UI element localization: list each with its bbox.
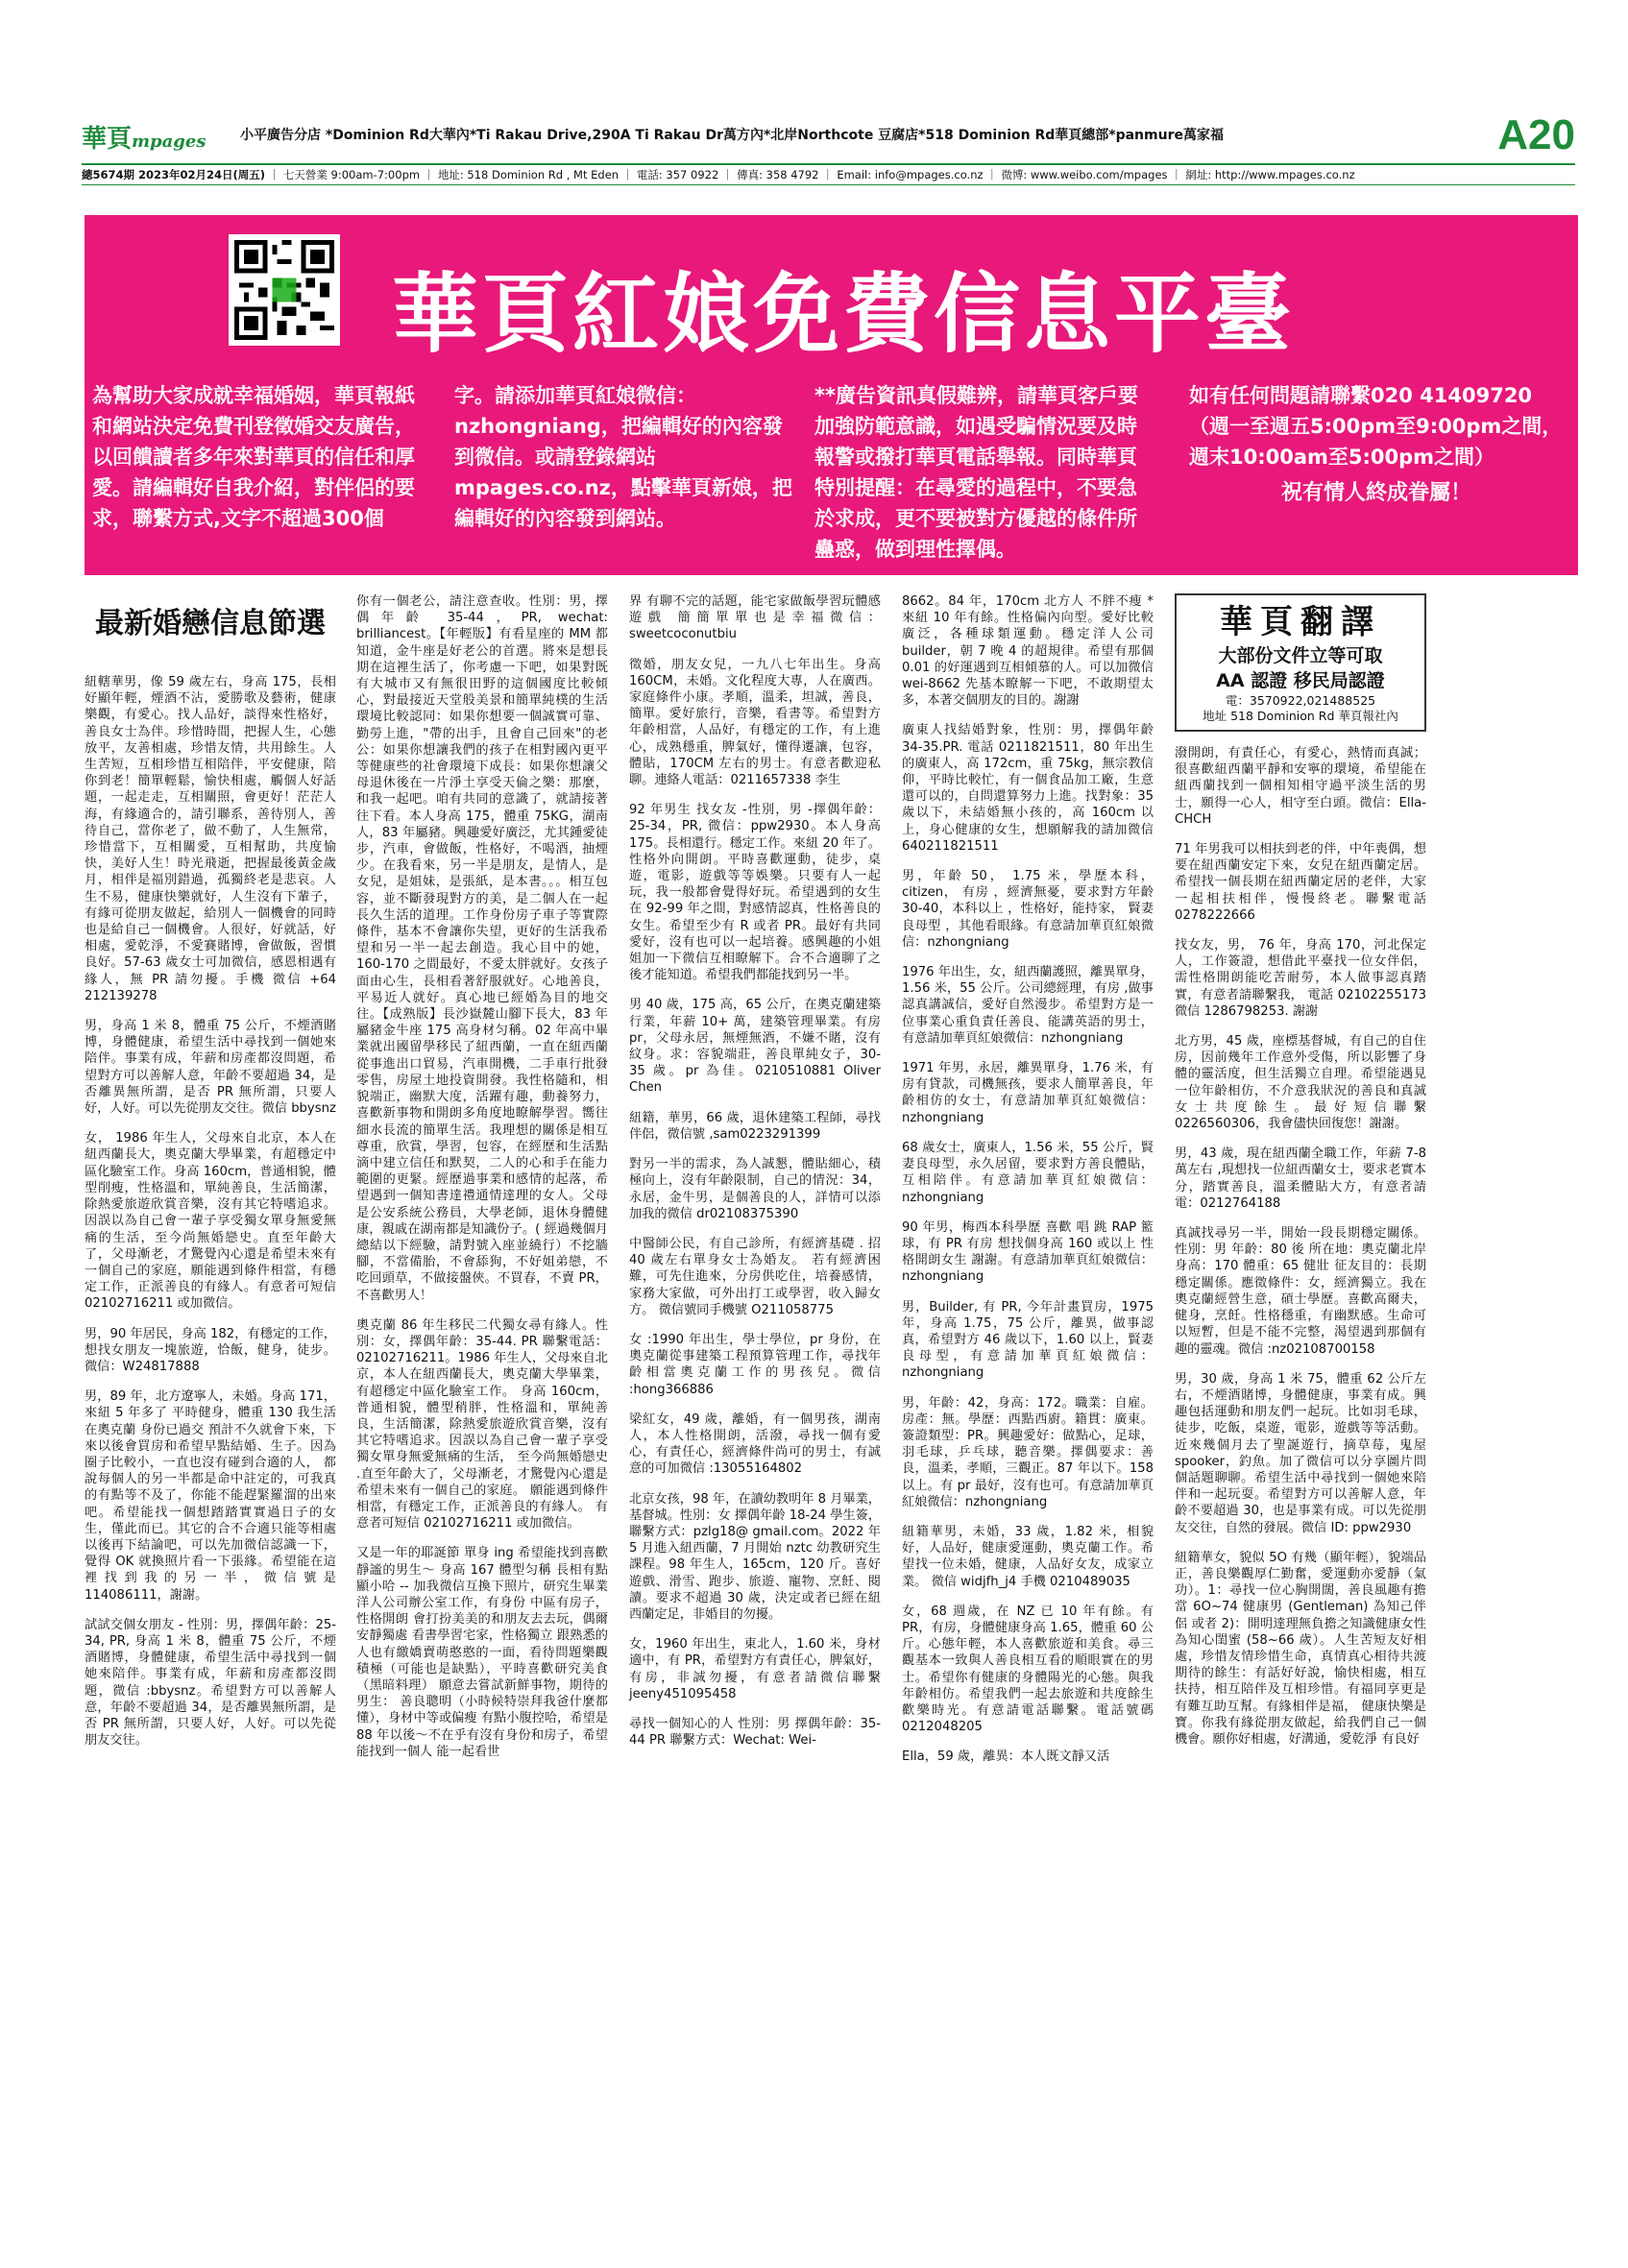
listing-item: 男，30 歲，身高 1 米 75，體重 62 公斤左右，不煙酒賭博，身體健康，事業有成。興趣包括運動和朋友們一起玩。比如羽毛球，徒步，吃飯，桌遊，電影，遊戲等等活動。近來幾個月去了聖誕遊行，摘草莓，鬼屋 spooker，釣魚。加了微信可以分享圖片問個話題聊聊。希望生活中尋找到一個她來陪伴和一起玩耍。希望對方可以善解人意，年齡不要超過 30，也是事業有成。可以先從朋友交往，自然的發展。微信 ID: ppw2930 [1175, 1371, 1426, 1535]
column-3 [629, 593, 881, 1762]
listing-item: 女，1960 年出生，東北人，1.60 米，身材適中，有 PR，希望對方有責任心，脾氣好，有房，非誠勿擾，有意者請微信聯繫 jeeny451095458 [629, 1637, 881, 1701]
section-title: 最新婚戀信息節選 [95, 607, 326, 640]
listing-item: 北京女孩，98 年，在讀幼教明年 8 月畢業，基督城。性別：女 擇偶年齡 18-24 學生簽，聯繫方式：pzlg18@ gmail.com。2022 年 5 月進入紐西蘭，7 月開始 nztc 幼教研究生課程。98 年生人，165cm，120 斤。喜好遊戲、滑雪、跑步、旅遊、寵物、烹飪、閱讀。要求不超過 30 歲，決定或者已經在紐西蘭定足，非婚目的勿擾。 [629, 1491, 881, 1622]
website-link[interactable]: 網址: http://www.mpages.co.nz [1185, 168, 1355, 181]
listing-item: 中醫師公民，有自己診所，有經濟基礎 . 招 40 歲左右單身女士為婚友。 若有經濟困難，可先住進來，分房供吃住，培養感情，家務大家做，可外出打工或學習，收入歸女方。 微信號同手機號 O211058775 [629, 1236, 881, 1317]
page-number: A20 [1497, 111, 1575, 158]
listing-item: 尋找一個知心的人 性別：男 擇偶年齡：35-44 PR 聯繫方式：Wechat: Wei- [629, 1716, 881, 1749]
listing-item: 潑開朗，有責任心，有愛心，熱情而真誠；很喜歡紐西蘭平靜和安寧的環境，希望能在紐西蘭找到一個相知相守過平淡生活的男士，願得一心人，相守至白頭。微信：Ella-CHCH [1175, 746, 1426, 827]
listing-item: 8662。84 年，170cm 北方人 不胖不瘦 * 來紐 10 年有餘。性格偏內向型。愛好比較廣泛，各種球類運動。穩定洋人公司 builder，朝 7 晚 4 的超規律。希望有那個 0.01 的好運遇到互相傾慕的人。可以加微信 wei-8662 先基本瞭解一下吧，不敢期望太多，本著交個朋友的目的。謝謝 [902, 594, 1154, 709]
listing-item: 女， 1986 年生人，父母來自北京，本人在紐西蘭長大，奧克蘭大學畢業，有超穩定中區化驗室工作。身高 160cm，普通相貌，體型削瘦，性格溫和，單純善良，生活簡潔，除熱愛旅遊欣賞音樂，沒有其它特嗜追求。因誤以為自己會一輩子享受獨女單身無愛無痛的生活，至今尚無婚戀史。直至年齡大了，父母漸老，才驚覺內心還是希望未來有一個自己的家庭，願能遇到條件相當，有穩定工作，正派善良的有緣人。有意者可短信 02102716211 或加微信。 [85, 1131, 336, 1312]
ad-line-2: AA 認證 移民局認證 [1216, 670, 1385, 691]
column-1 [85, 593, 336, 1762]
listing-item: 北方男，45 歲，座標基督城，有自己的自住房，因前幾年工作意外受傷，所以影響了身體的靈活度，但生活獨立自理。希望能遇見一位年齡相仿，不介意我狀況的善良和真誠女士共度餘生。最好短信聯繫 0226560306，我會儘快回復您！謝謝。 [1175, 1034, 1426, 1132]
weibo-link[interactable]: 微博: www.weibo.com/mpages [1001, 168, 1168, 181]
listing-item: 男，年齡 50， 1.75 米，學歷本科， citizen， 有房 ，經濟無憂，要求對方年齡 30-40，本科以上 ，性格好，能持家， 賢妻良母型 ，其他看眼緣。有意請加華頁紅娘微信：nzhongniang [902, 869, 1154, 950]
listing-item: 對另一半的需求，為人誠懇，體貼細心，積極向上，沒有年齡限制，自己的情況：34，永居，金牛男，是個善良的人，詳情可以添加我的微信 dr02108375390 [629, 1157, 881, 1221]
listing-item: 92 年男生 找女友 -性別，男 -擇偶年齡：25-34，PR, 微信：ppw2930。本人身高 175。長相還行。穩定工作。來紐 20 年了。性格外向開朗。平時喜歡運動，徒步，桌遊，電影，遊戲等等娛樂。只要有人一起玩，我一般都會覺得好玩。希望遇到的女生在 92-99 年之間，對感情認真，性格善良的女生。希望至少有 R 或者 PR。最好有共同愛好，沒有也可以一起培養。感興趣的小姐姐加一下微信互相瞭解下。合不合適聊了之後才能知道。希望我們都能找到另一半。 [629, 803, 881, 983]
hours: 七天營業 9:00am-7:00pm [282, 168, 421, 181]
listings-area [85, 593, 1578, 2247]
ad-title: 華頁翻譯 [1220, 603, 1381, 641]
listing-item: 男，年齡：42，身高：172。職業：自雇。房產：無。學歷：西點西廚。籍貫：廣東。簽證類型：PR。興趣愛好：做點心，足球，羽毛球，乒乓球，聽音樂。擇偶要求：善良，溫柔，孝順，三觀正。87 年以下。158 以上。有 pr 最好，沒有也可。有意請加華頁紅娘微信：nzhongniang [902, 1395, 1154, 1509]
issue-info: 總5674期 2023年02月24日(周五) [82, 168, 266, 181]
listing-item: 徵婚，朋友女兒，一九八七年出生。身高 160CM，未婚。文化程度大專，人在廣西。家庭條件小康。孝順，溫柔，坦誠，善良，簡單。愛好旅行，音樂，看書等。希望對方年齡相當，人品好，有穩定的工作，有上進心，成熟穩重，脾氣好，懂得遷讓，包容，體貼，170CM 左右的男士。有意者歡迎私聊。連絡人電話：0211657338 李生 [629, 657, 881, 788]
translation-ad[interactable] [1175, 593, 1426, 732]
ad-address: 地址 518 Dominion Rd 華頁報社內 [1203, 709, 1398, 723]
listing-item: 男，身高 1 米 8，體重 75 公斤，不煙酒賭博，身體健康，希望生活中尋找到一個她來陪伴。事業有成，年薪和房產都沒問題，希望對方可以善解人意，年齡不要超過 34，是否離異無所謂，是否 PR 無所謂，只要人好，人好。可以先從朋友交往。微信 bbysnz [85, 1019, 336, 1117]
qr-code-icon[interactable] [229, 234, 340, 346]
listing-item: 1971 年男，永居，離異單身，1.76 米，有房有貸款，司機無孩，要求人簡單善良，年齡相仿的女士，有意請加華頁紅娘微信：nzhongniang [902, 1061, 1154, 1125]
banner-instructions: 字。請添加華頁紅娘微信：nzhongniang，把編輯好的內容發到微信。或請登錄網站mpages.co.nz，點擊華頁新娘，把編輯好的內容發到網站。 [454, 384, 792, 530]
listing-item: 紐籍華女，貌似 5O 有幾（顯年輕），貌端品正，善良樂觀厚仁勤奮，愛運動亦愛靜（氣功）。1：尋找一位心胸開闊，善良風趣有擔當 6O~74 健康男 (Gentleman) 為知己伴侶 或者 2)：開明達理無負擔之知識健康女性為知心閨蜜 (58~66 歲）。人生苦短友好相處，珍惜友情珍惜生命，真情真心相待共渡期待的餘生：有話好好說，愉快相處，相互扶持，相互陪伴及互相珍惜。有福同享更是有難互助互幫。有緣相伴是福， 健康快樂是寶。你我有緣從朋友做起，給我們自己一個機會。願你好相處，好溝通，愛乾淨 有良好 [1175, 1550, 1426, 1747]
listing-item: 界 有聊不完的話題，能宅家做飯學習玩體感遊戲 簡簡單單也是幸福微信：sweetcoconutbiu [629, 594, 881, 642]
info-bar: 總5674期 2023年02月24日(周五) ｜ 七天營業 9:00am-7:00pm ｜ 地址: 518 Dominion Rd , Mt Eden ｜ 電話: 357 0922 ｜ 傳真: 358 4792 ｜ Email: info@mpages.co.nz ｜ 微博: www.weibo.com/mpages ｜ 網址: http://www.mpages.co.nz [82, 163, 1575, 185]
branch-list: 小平廣告分店 *Dominion Rd大華內*Ti Rakau Drive,290A Ti Rakau Dr萬方內*北岸Northcote 豆腐店*518 Dominion Rd華頁總部*panmure萬家福 [240, 128, 1224, 143]
address: 地址: 518 Dominion Rd , Mt Eden [437, 168, 620, 181]
listing-item: 紐籍，華男，66 歲，退休建築工程師，尋找伴侶，微信號 ,sam0223291399 [629, 1110, 881, 1142]
listing-item: 90 年男，梅西本科學歷 喜歡 唱 跳 RAP 籃球，有 PR 有房 想找個身高 160 或以上 性格開朗女生 謝謝。有意請加華頁紅娘微信：nzhongniang [902, 1219, 1154, 1285]
listing-item: 男，Builder, 有 PR, 今年計畫買房，1975 年，身高 1.75，75 公斤，離異，做事認真，希望對方 46 歲以下，1.60 以上，賢妻良母型，有意請加華頁紅娘微信：nzhongniang [902, 1299, 1154, 1381]
phone: 電話: 357 0922 [636, 168, 719, 181]
listing-item: 梁紅女，49 歲，離婚，有一個男孩，湖南人，本人性格開朗，活潑，尋找一個有愛心，有責任心，經濟條件尚可的男士，有誠意的可加微信 :13055164802 [629, 1411, 881, 1477]
listing-item: 1976 年出生，女，紐西蘭護照，離異單身，1.56 米，55 公斤。公司總經理，有房 ,做事認真講誠信，愛好自然漫步。希望對方是一位事業心重負責任善良、能講英語的男士，有意請加華頁紅娘微信：nzhongniang [902, 965, 1154, 1046]
listing-item: 男，90 年居民，身高 182，有穩定的工作，想找女朋友一塊旅遊，恰飯，健身，徒步。微信：W24817888 [85, 1326, 336, 1374]
listing-item: 找女友，男， 76 年，身高 170，河北保定人，工作簽證，想借此平臺找一位女伴侶，需性格開朗能吃苦耐勞，本人做事認真踏實，有意者請聯繫我， 電話 02102255173 微信 1286798253. 謝謝 [1175, 938, 1426, 1019]
listing-item: 男，89 年，北方遼寧人，未婚。身高 171， 來紐 5 年多了 平時健身，體重 130 我生活在奧克蘭 身份已過交 預計不久就會下來，下來以後會買房和希望早點結婚、生子。因為圈子比較小，一直也沒有碰到合適的人， 都說每個人的另一半都是命中註定的，可我真的有點等不及了，你能不能趕緊羅溜的出來吧。希望能找一個想踏踏實實過日子的女生，僅此而已。其它的合不合適只能等相處以後再下結論吧，可以先加微信認識一下，覺得 OK 就換照片看一下張緣。希望能在這裡找到我的另一半，微信號是 114086111，謝謝。 [85, 1389, 336, 1603]
listing-item: 你有一個老公，請注意查收。性別：男，擇偶年齡 35-44，PR, wechat: brilliancest。【年輕版】有看星座的 MM 都知道，金牛座是好老公的首選。將來是想長期在這裡生活了，你考慮一下吧，如果對既有大城市又有無很田野的這個國度比較傾心，對最接近天堂般美景和簡單純樸的生活環境比較認同：如果你想要一個誠實可靠、勤勞上進，"帶的出手，且會自己回來"的老公：如果你想讓我們的孩子在相對國內更平等健康些的社會環境下成長：如果你想讓父母退休後在一片淨土享受天倫之樂：那麼，和我一起吧。咱有共同的意識了，就請接著往下看。本人身高 175，體重 75KG，湖南人，83 年屬豬。興趣愛好廣泛，尤其鍾愛徒步，汽車，會做飯，性格好，不喝酒，抽煙少。在我看來，另一半是朋友，是情人，是女兒，是姐妹，是張紙，是本書。。。相互包容，並不斷發現對方的美，是二個人在一起長久生活的道理。工作身份房子車子等實際條件，基本不會讓你失望，更好的生活我希望和另一半一起去創造。我心目中的她，160-170 之間最好，不愛太胖就好。女孩子面由心生，長相看著舒服就好。心地善良，平易近人就好。真心地已經婚為目的地交往。【成熟版】長沙嶽麓山腳下長大，83 年屬豬金牛座 175 高身材匀稱。02 年高中畢業就出國留學移民了紐西蘭，一直在紐西蘭從事進出口貿易，汽車開機，二手車行批發零售，房屋土地投資開發。我性格隨和，相貌端正，幽默大度，活躍有趣，動養努力，喜歡新事物和開朗多角度地瞭解學習。嚮往細水長流的簡單生活。我理想的關係是相互尊重，欣賞，學習，包容，在經歷和生活點滴中建立信任和默契，二人的心和手在能力範圍的更緊。經歷過事業和感情的起落，希望遇到一個知書達禮通情達理的女人。父母是公安系統公務員，大學老師，退休身體健康，親戚在湖南都是知識份子。( 經過幾個月總結以下經驗，請對號入座並繞行）不挖牆腳，不當備胎，不會舔狗，不好姐弟戀，不吃回頭草，不做接盤俠。不買春，不賣 PR，不喜歡男人！ [356, 594, 608, 1303]
column-5 [1175, 593, 1426, 1761]
listing-item: 男，43 歲，現在紐西蘭全職工作，年薪 7-8 萬左右 ,現想找一位紐西蘭女士，要求老實本分，踏實善良，溫柔體貼大方，有意者請電：0212764188 [1175, 1146, 1426, 1211]
listing-item: 71 年男我可以相扶到老的伴，中年喪偶，想要在紐西蘭安定下來，女兒在紐西蘭定居。希望找一個長期在紐西蘭定居的老伴，大家一起相扶相伴，慢慢終老。聯繫電話 0278222666 [1175, 842, 1426, 923]
banner-contact [1189, 380, 1564, 509]
listing-item: Ella，59 歲，離異：本人既文靜又活 [902, 1749, 1110, 1765]
ad-line-1: 大部份文件立等可取 [1218, 645, 1383, 666]
email-link[interactable]: Email: info@mpages.co.nz [837, 168, 984, 181]
listing-item: 女 :1990 年出生，學士學位，pr 身份，在奧克蘭從事建築工程預算管理工作，尋找年齡相當奧克蘭工作的男孩兒。微信 :hong366886 [629, 1332, 881, 1397]
listing-item: 68 歲女士，廣東人，1.56 米，55 公斤，賢妻良母型，永久居留，要求對方善良體貼，互相陪伴。有意請加華頁紅娘微信：nzhongniang [902, 1140, 1154, 1205]
listing-item: 廣東人找結婚對象，性別：男，擇偶年齡 34-35.PR. 電話 0211821511，80 年出生的廣東人，高 172cm，重 75kg，無宗教信仰，平時比較忙，有一個食品加工廠，生意還可以的，自問還算努力上進。找對象：35 歲以下，未結婚無小孩的，高 160cm 以上，身心健康的女生，想願解我的請加微信 640211821511 [902, 723, 1154, 854]
banner-title: 華頁紅娘免費信息平臺 [392, 264, 1295, 365]
listing-item: 真誠找尋另一半，開始一段長期穩定關係。性別：男 年齡：80 後 所在地：奧克蘭北岸 身高：170 體重：65 健壯 征友目的：長期穩定關係。應徵條件：女，經濟獨立。我在奧克蘭經營生意，碩士學歷。喜歡高爾夫，健身，烹飪。性格穩重，有幽默感。生命可以短暫，但是不能不完整，渴望遇到那個有趣的靈魂。微信 :nz02108700158 [1175, 1226, 1426, 1357]
column-2 [356, 593, 608, 1773]
listing-item: 紐籍華男，未婚，33 歲，1.82 米，相貌好，人品好，健康愛運動，奧克蘭工作。希望找一位未婚，健康，人品好女友，成家立業。 微信 widjfh_j4 手機 0210489035 [902, 1524, 1154, 1589]
ad-phone: 電：3570922,021488525 [1225, 693, 1376, 708]
logo[interactable]: 華頁mpages [82, 125, 207, 154]
listing-item: 女，68 週歲，在 NZ 已 10 年有餘。有 PR，有房，身體健康身高 1.65，體重 60 公斤。心態年輕，本人喜歡旅遊和美食。尋三觀基本一致與人善良相互看的順眼實在的男士。希望你有健康的身體陽光的心態。與我年齡相仿。希望我們一起去旅遊和共度餘生歡樂時光。有意請電話聯繫。電話號碼 0212048205 [902, 1604, 1154, 1735]
listing-item: 又是一年的耶誕節 單身 ing 希望能找到喜歡靜謐的男生～ 身高 167 體型匀稱 長相有點顯小哈 -- 加我微信互換下照片，研究生畢業 洋人公司辦公室工作，有身份 中區有房子，性格開朗 會打扮美美的和朋友去去玩，偶爾安靜獨處 看書學習宅家，性格獨立 跟熟悉的人也有繳嬌賣萌憨憨的一面，看待問題樂觀積極（可能也是缺點），平時喜歡研究美食（黑暗料理） 願意去嘗試新鮮事物，期待的男生： 善良聰明（小時候特崇拜我爸什麼都懂），身材中等或偏瘦 有點小腹控哈，希望是 88 年以後～不在乎有沒有身份和房子，希望能找到一個人 能一起看世 [356, 1546, 608, 1759]
fax: 傳真: 358 4792 [737, 168, 819, 181]
listing-item: 男 40 歲，175 高，65 公斤，在奧克蘭建築行業，年薪 10+ 萬，建築管理畢業。有房 pr，父母永居，無煙無酒，不嫌不賭，沒有紋身。求：容貌端莊，善良單純女子，30-35 歲。pr 為佳。0210510881 Oliver Chen [629, 998, 881, 1096]
column-4 [902, 593, 1154, 1779]
listing-item: 紐轄華男，像 59 歲左右，身高 175，長相好顯年輕，煙酒不沾，愛勝歌及藝術，健康樂觀，有愛心。找人品好，談得來性格好，善良女士為伴。珍惜時間，把握人生，心態放平，友善相處，珍惜友情，共用餘生。人生苦短，互相珍惜互相陪伴，平安健康，陪你到老！簡單輕鬆，愉快相處，觸個人好話題，一起走走，互相關照，會更好！茫茫人海，有緣適合的，請引聯系，善待別人，善待自己，當你老了，做不動了，人生無常，珍惜當下，互相關愛，互相幫助，共度愉快，美好人生！時光飛逝，把握最後黃金歲月，相伴是福別錯過，孤獨終老是悲哀。人生不易，健康快樂就好，人生沒有下輩子，有緣可從朋友做起，給別人一個機會的同時也是給自己一個機會。人很好，好就話，好相處，愛乾淨，不愛賽賭博，會做飯，習慣良好。57-63 歲女士可加微信，感恩相遇有緣人，無 PR 請勿擾。手機 微信 +64 212139278 [85, 675, 336, 1003]
listing-item: 試試交個女朋友 - 性別：男，擇偶年齡：25-34, PR, 身高 1 米 8，體重 75 公斤，不煙酒賭博，身體健康，希望生活中尋找到一個她來陪伴。事業有成，年薪和房產都沒問題，微信 :bbysnz。希望對方可以善解人意，年齡不要超過 34，是否離異無所謂，是否 PR 無所謂，只要人好，人好。可以先從朋友交往。 [85, 1617, 336, 1749]
listing-item: 奧克蘭 86 年生移民二代獨女尋有緣人。性別：女，擇偶年齡：35-44. PR 聯繫電話：02102716211。1986 年生人，父母來自北京，本人在紐西蘭長大，奧克蘭大學畢業，有超穩定中區化驗室工作。 身高 160cm，普通相貌，體型稍胖，性格溫和，單純善良，生活簡潔，除熱愛旅遊欣賞音樂，沒有其它特嗜追求。因誤以為自己會一輩子享受獨女單身無愛無痛的生活， 至今尚無婚戀史 .直至年齡大了，父母漸老，才驚覺內心還是希望未來有一個自己的家庭。 願能遇到條件相當，有穩定工作，正派善良的有緣人。 有意者可短信 02102716211 或加微信。 [356, 1317, 608, 1532]
masthead [82, 113, 1575, 167]
matchmaking-banner [85, 215, 1578, 575]
banner-blessing: 祝有情人終成眷屬！ [1280, 481, 1471, 505]
banner-intro: 為幫助大家成就幸福婚姻，華頁報紙和網站決定免費刊登徵婚交友廣告，以回饋讀者多年來對華頁的信任和厚愛。請編輯好自我介紹，對伴侶的要求，聯繫方式,文字不超過300個 [92, 384, 415, 530]
banner-contact-text: 如有任何問題請聯繫020 41409720（週一至週五5:00pm至9:00pm之間，週末10:00am至5:00pm之間） [1189, 384, 1563, 469]
banner-warning: **廣告資訊真假難辨，請華頁客戶要加強防範意識，如遇受騙情況要及時報警或撥打華頁電話舉報。同時華頁特別提醒：在尋愛的過程中，不要急於求成，更不要被對方優越的條件所蠱惑，做到理性擇偶。 [814, 384, 1138, 561]
